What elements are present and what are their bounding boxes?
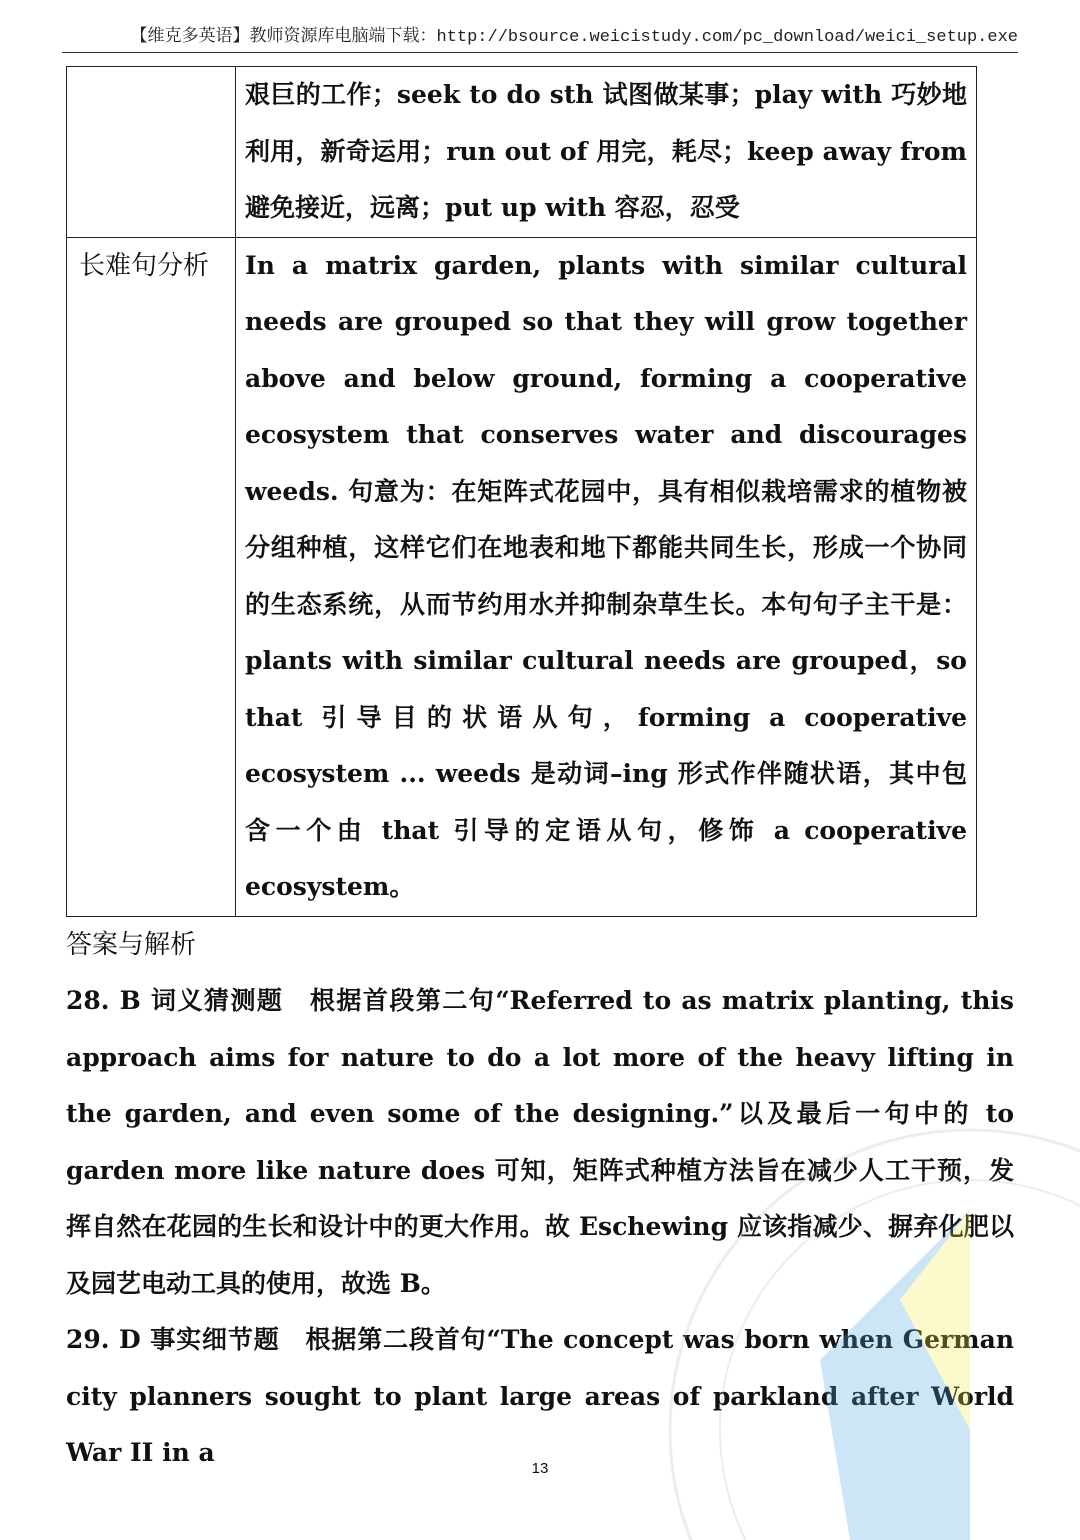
page-number: 13 xyxy=(531,1460,549,1477)
header-divider xyxy=(62,52,1018,53)
row-label-cell xyxy=(67,67,236,238)
row-label-cell xyxy=(67,237,236,916)
analysis-table xyxy=(66,66,977,917)
vocab-notes: 艰巨的工作；seek to do sth 试图做某事；play with 巧妙地利用，新奇运用；run out of 用完，耗尽；keep away from 避免接近，远离；put up with 容忍，忍受 xyxy=(245,80,967,222)
table-row xyxy=(67,237,977,916)
page-header: 【维克多英语】教师资源库电脑端下载：http://bsource.weicistudy.com/pc_download/weici_setup.exe xyxy=(130,28,1018,47)
answers-section xyxy=(66,917,1014,1482)
row-content-cell xyxy=(236,67,977,238)
sentence-analysis: In a matrix garden, plants with similar cultural needs are grouped so that they will grow together above and below ground, forming a cooperative ecosystem that conserves water and discourages weeds. 句意为：在矩阵式花园中，具有相似栽培需求的植物被分组种植，这样它们在地表和地下都能共同生长，形成一个协同的生态系统，从而节约用水并抑制杂草生长。本句句子主干是：plants with similar cultural needs are grouped，so that 引导目的状语从句，forming a cooperative ecosystem ... weeds 是动词–ing 形式作伴随状语，其中包含一个由 that 引导的定语从句，修饰 a cooperative ecosystem。 xyxy=(245,250,967,901)
answer-item-29: 29. D 事实细节题 根据第二段首句“The concept was born when German city planners sought to plant large areas of parkland after World War II in a xyxy=(66,1325,1014,1467)
row-content-cell xyxy=(236,237,977,916)
answer-item-28: 28. B 词义猜测题 根据首段第二句“Referred to as matrix planting, this approach aims for nature to do a lot more of the heavy lifting in the garden, and even some of the designing.”以及最后一句中的 to garden more like nature does 可知，矩阵式种植方法旨在减少人工干预，发挥自然在花园的生长和设计中的更大作用。故 Eschewing 应该指减少、摒弃化肥以及园艺电动工具的使用，故选 B。 xyxy=(66,986,1014,1298)
table-row xyxy=(67,67,977,238)
answers-heading: 答案与解析 xyxy=(66,930,197,960)
row-label: 长难句分析 xyxy=(79,250,210,281)
